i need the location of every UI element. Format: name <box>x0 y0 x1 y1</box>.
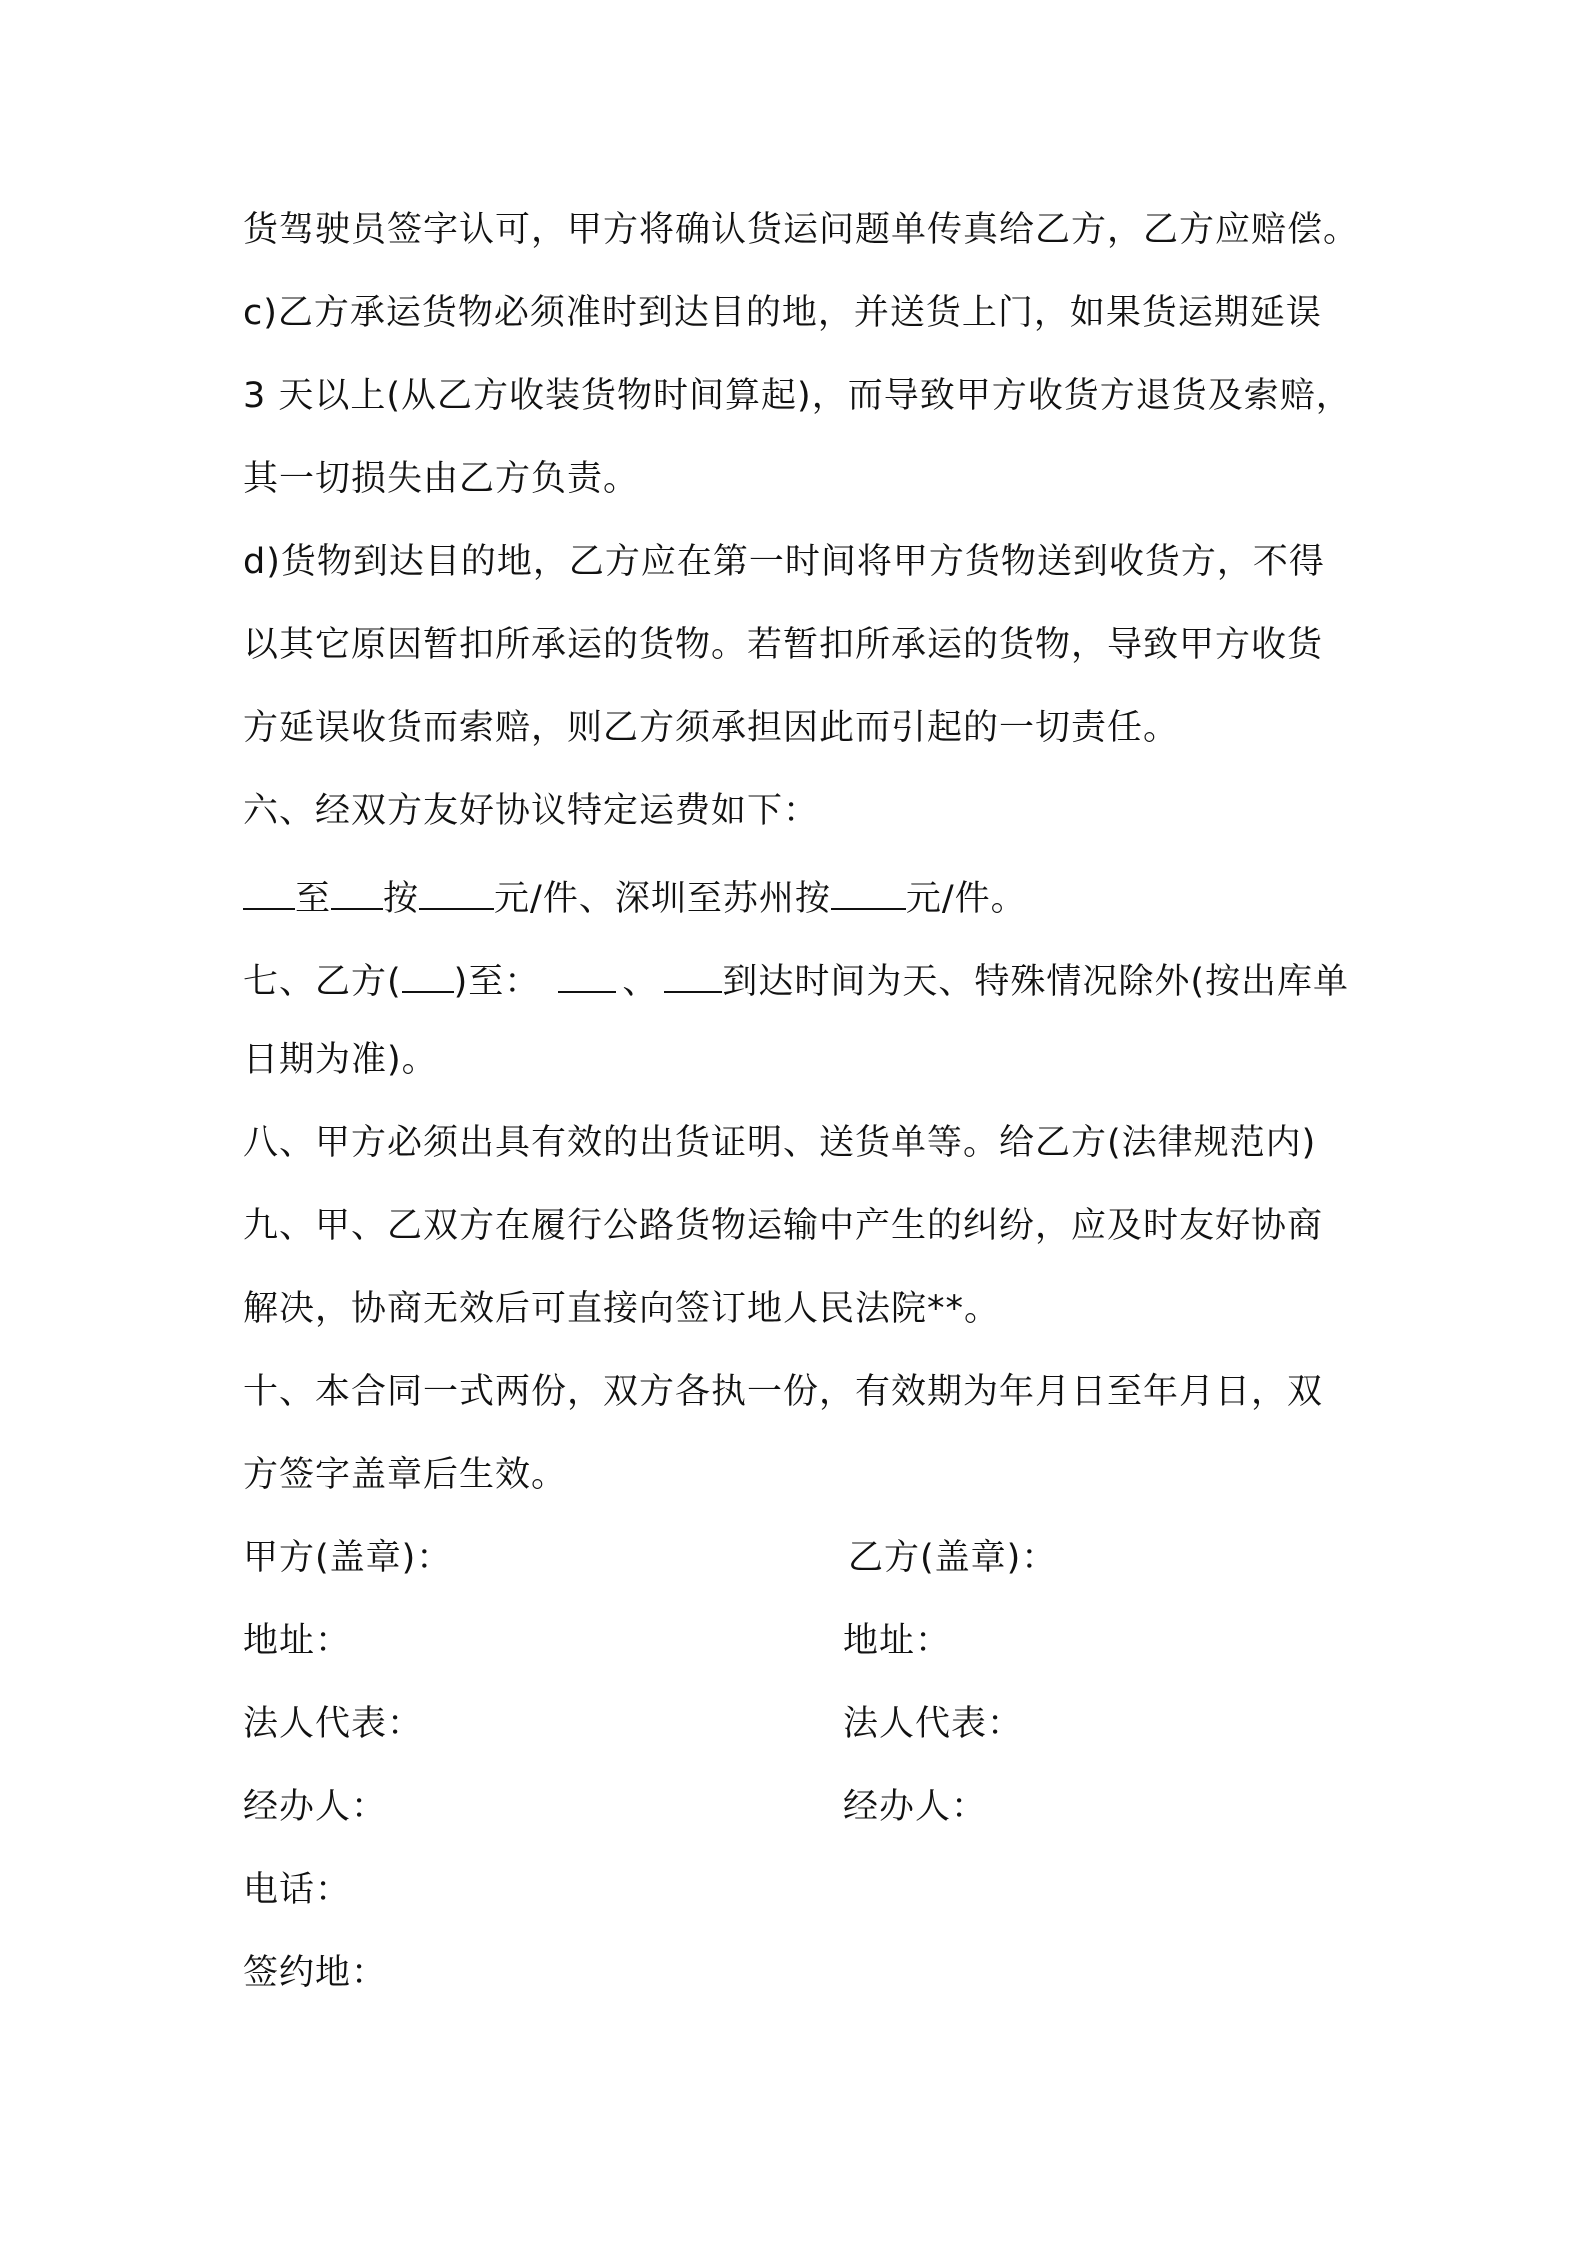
party-a-seal-label: 甲方(盖章)： <box>243 1538 453 1578</box>
fare-origin-blank <box>243 872 295 910</box>
signature-row-legal-rep <box>243 1702 1373 1746</box>
party-a-legal-rep-label: 法人代表： <box>243 1704 424 1744</box>
signature-row-signing-place <box>243 1951 1373 1995</box>
signing-place-label: 签约地： <box>243 1953 388 1993</box>
fare-line <box>243 872 1373 921</box>
clause-7-line-1 <box>243 955 1373 1004</box>
party-a-handler-label: 经办人： <box>243 1787 388 1827</box>
body-line-1: 货驾驶员签字认可，甲方将确认货运问题单传真给乙方，乙方应赔偿。 <box>243 210 1360 250</box>
clause-8: 八、甲方必须出具有效的出货证明、送货单等。给乙方(法律规范内) <box>243 1123 1317 1163</box>
clause-9-line-2: 解决，协商无效后可直接向签订地人民法院**。 <box>243 1289 1001 1329</box>
fare-unit-label-2: 元/件。 <box>905 879 1027 919</box>
signature-row-handler <box>243 1785 1373 1829</box>
clause-6-heading: 六、经双方友好协议特定运费如下： <box>243 791 820 831</box>
clause-d-line-1: d)货物到达目的地，乙方应在第一时间将甲方货物送到收货方，不得 <box>243 542 1325 582</box>
clause-9-line-1: 九、甲、乙双方在履行公路货物运输中产生的纠纷，应及时友好协商 <box>243 1206 1324 1246</box>
clause-c-line-2: 3 天以上(从乙方收装货物时间算起)，而导致甲方收货方退货及索赔， <box>243 376 1352 416</box>
clause-7-line-2: 日期为准)。 <box>243 1040 438 1080</box>
clause-c-line-1: c)乙方承运货物必须准时到达目的地，并送货上门，如果货运期延误 <box>243 293 1322 333</box>
fare-destination-blank <box>331 872 383 910</box>
signature-row-phone <box>243 1868 1373 1912</box>
fare-price-blank-1 <box>419 872 494 910</box>
party-b-legal-rep-label: 法人代表： <box>843 1704 1024 1744</box>
clause-d-line-2: 以其它原因暂扣所承运的货物。若暂扣所承运的货物，导致甲方收货 <box>243 625 1324 665</box>
fare-unit-label-1: 元/件、深圳至苏州按 <box>494 879 831 919</box>
fare-by-label: 按 <box>383 879 420 919</box>
clause-7-separator: 、 <box>622 962 659 1002</box>
clause-7-place-blank-2 <box>664 955 722 993</box>
fare-to-label: 至 <box>295 879 332 919</box>
clause-10-line-1: 十、本合同一式两份，双方各执一份，有效期为年月日至年月日，双 <box>243 1372 1324 1412</box>
fare-price-blank-2 <box>831 872 906 910</box>
clause-7-prefix: 七、乙方( <box>243 962 402 1002</box>
party-b-handler-label: 经办人： <box>843 1787 988 1827</box>
signature-row-address <box>243 1619 1373 1663</box>
party-b-seal-label: 乙方(盖章)： <box>848 1538 1058 1578</box>
clause-7-party-blank <box>402 955 454 993</box>
signature-row-seal <box>243 1536 1373 1580</box>
clause-10-line-2: 方签字盖章后生效。 <box>243 1455 568 1495</box>
clause-c-line-3: 其一切损失由乙方负责。 <box>243 459 640 499</box>
clause-7-place-blank-1 <box>558 955 616 993</box>
clause-d-line-3: 方延误收货而索赔，则乙方须承担因此而引起的一切责任。 <box>243 708 1180 748</box>
party-b-address-label: 地址： <box>843 1621 952 1661</box>
party-a-address-label: 地址： <box>243 1621 352 1661</box>
phone-label: 电话： <box>243 1870 352 1910</box>
clause-7-to-label: )至： <box>453 962 541 1002</box>
clause-7-suffix: 到达时间为天、特殊情况除外(按出库单 <box>722 962 1349 1002</box>
